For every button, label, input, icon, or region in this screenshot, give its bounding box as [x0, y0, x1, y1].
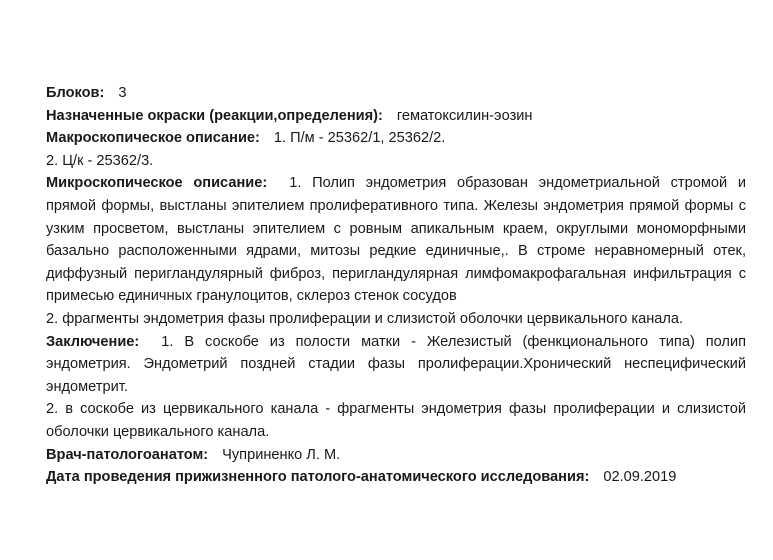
micro-label: Микроскопическое описание: [46, 175, 268, 192]
stains-row [46, 105, 746, 128]
micro-item-1: 1. Полип эндометрия образован эндометриальной стромой и прямой формы, выстланы эпителием пролиферативного типа. Железы эндометрия прямой формы с узким просветом, выстланы эпителием с ровным апикальным краем, округлыми мономорфными базально расположенными ядрами, митозы редкие единичные,. В строме неравномерный отек, диффузный перигландулярный фиброз, перигландулярная лимфомакрофагальная инфильтрация с примесью единичных гранулоцитов, склероз стенок сосудов [46, 175, 746, 305]
conclusion-item-1: 1. В соскобе из полости матки - Железистый (фенкционального типа) полип эндометрия. Эндометрий поздней стадии фазы пролиферации.Хронический неспецифический эндометрит. [46, 333, 746, 395]
conclusion-item-2-row [46, 398, 746, 443]
pathologist-label: Врач-патологоанатом: [46, 446, 209, 463]
date-value: 02.09.2019 [603, 469, 677, 486]
date-row [46, 466, 746, 489]
pathologist-row [46, 444, 746, 467]
date-label: Дата проведения прижизненного патолого-анатомического исследования: [46, 469, 590, 486]
macro-label: Макроскопическое описание: [46, 130, 260, 147]
macro-item-1: 1. П/м - 25362/1, 25362/2. [273, 130, 446, 147]
micro-item-2: 2. фрагменты эндометрия фазы пролиферации и слизистой оболочки цервикального канала. [46, 310, 684, 327]
stains-label: Назначенные окраски (реакции,определения): [46, 107, 383, 124]
macro-item-2: 2. Ц/к - 25362/3. [46, 152, 154, 169]
conclusion-item-2: 2. в соскобе из цервикального канала - фрагменты эндометрия фазы пролиферации и слизистой оболочки цервикального канала. [46, 401, 746, 440]
pathologist-value: Чуприненко Л. М. [222, 446, 341, 463]
micro-item-2-row [46, 308, 746, 331]
micro-paragraph [46, 172, 746, 308]
stains-value: гематоксилин-эозин [396, 107, 533, 124]
conclusion-paragraph [46, 331, 746, 399]
blocks-label: Блоков: [46, 85, 105, 101]
blocks-value: 3 [118, 85, 127, 101]
conclusion-label: Заключение: [46, 333, 140, 350]
pathology-report [46, 82, 746, 489]
macro-row [46, 127, 746, 150]
macro-item-2-row [46, 150, 746, 173]
blocks-row [46, 82, 746, 105]
